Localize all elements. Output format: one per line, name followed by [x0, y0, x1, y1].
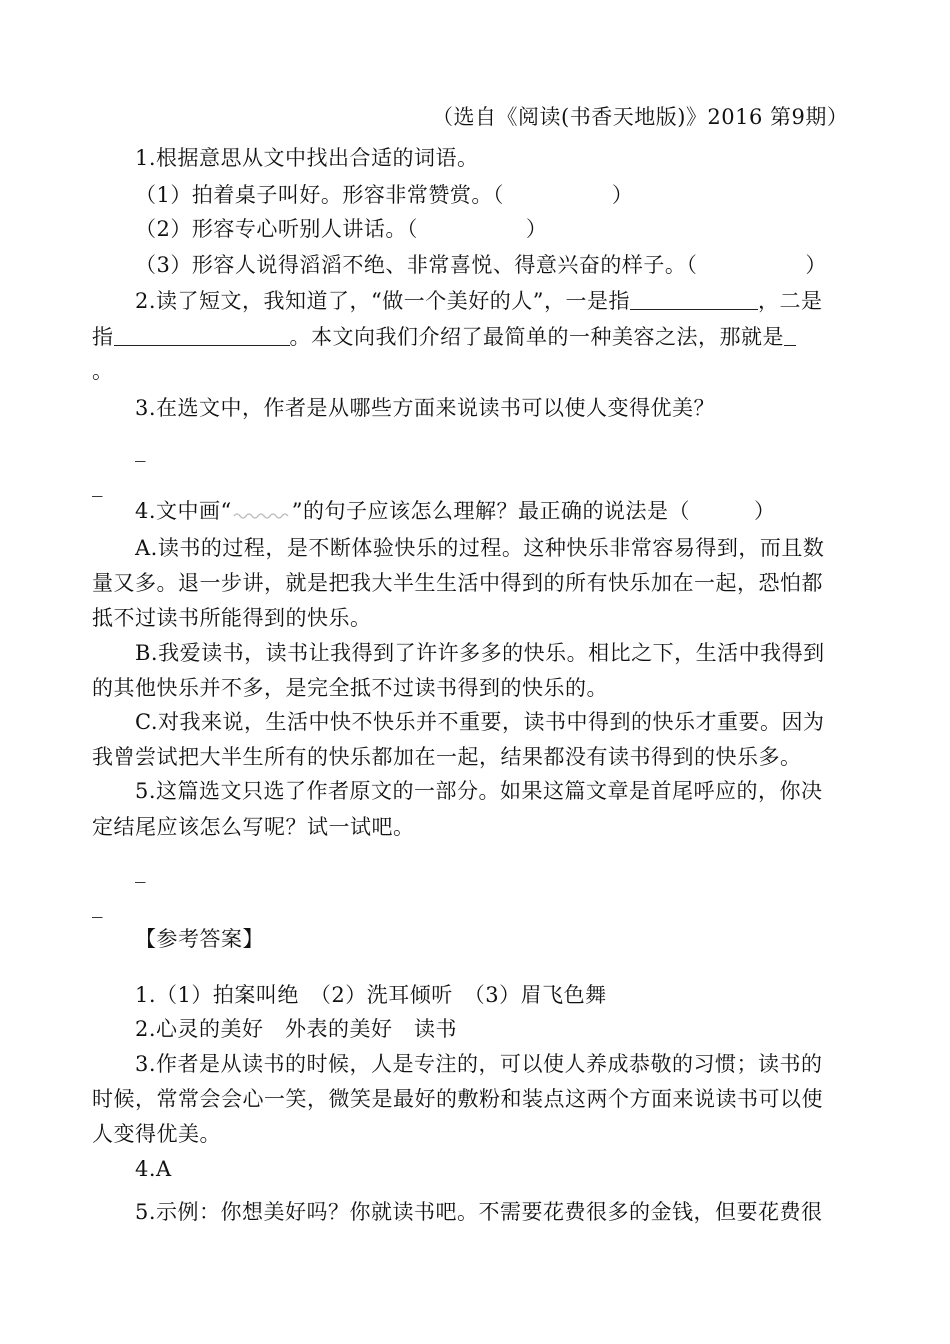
option-a-line-1: A.读书的过程，是不断体验快乐的过程。这种快乐非常容易得到，而且数 [135, 536, 825, 560]
answer-2: 2.心灵的美好 外表的美好 读书 [135, 1017, 458, 1041]
option-c-line-2: 我曾尝试把大半生所有的快乐都加在一起，结果都没有读书得到的快乐多。 [92, 745, 802, 769]
answer-line[interactable]: _ [92, 894, 103, 918]
question-2-line-2: 指 。本文向我们介绍了最简单的一种美容之法，那就是 [92, 322, 796, 352]
fill-blank-1[interactable] [630, 287, 758, 310]
answer-3-line-1: 3.作者是从读书的时候，人是专注的，可以使人养成恭敬的习惯；读书的 [135, 1052, 823, 1076]
answers-heading: 【参考答案】 [135, 927, 264, 951]
fill-blank-3[interactable] [784, 323, 796, 346]
answer-3-line-2: 时候，常常会会心一笑，微笑是最好的敷粉和装点这两个方面来说读书可以使 [92, 1087, 823, 1111]
answer-5: 5.示例：你想美好吗？你就读书吧。不需要花费很多的金钱，但要花费很 [135, 1200, 823, 1224]
option-c-line-1: C.对我来说，生活中快不快乐并不重要，读书中得到的快乐才重要。因为 [135, 710, 825, 734]
wavy-underline-icon [232, 506, 292, 520]
fill-blank-2[interactable] [114, 323, 290, 346]
question-2-line-1: 2.读了短文，我知道了，“做一个美好的人”，一是指 ，二是 [135, 289, 823, 313]
question-1-item-3: （3）形容人说得滔滔不绝、非常喜悦、得意兴奋的样子。（ ） [135, 253, 827, 277]
option-b-line-1: B.我爱读书，读书让我得到了许许多多的快乐。相比之下，生活中我得到 [135, 641, 825, 665]
question-1-item-1: （1）拍着桌子叫好。形容非常赞赏。（ ） [135, 183, 634, 207]
question-5-line-2: 定结尾应该怎么写呢？试一试吧。 [92, 815, 415, 839]
answer-1: 1.（1）拍案叫绝 （2）洗耳倾听 （3）眉飞色舞 [135, 983, 607, 1007]
option-a-line-3: 抵不过读书所能得到的快乐。 [92, 606, 372, 630]
option-a-line-2: 量又多。退一步讲，就是把我大半生生活中得到的所有快乐加在一起，恐怕都 [92, 571, 823, 595]
answer-line[interactable]: _ [92, 473, 103, 497]
answer-line[interactable]: _ [135, 438, 146, 462]
source-citation: （选自《阅读(书香天地版)》2016 第9期） [432, 105, 849, 129]
question-1-item-2: （2）形容专心听别人讲话。（ ） [135, 217, 548, 241]
question-1-title: 1.根据意思从文中找出合适的词语。 [135, 146, 479, 170]
question-4-title: 4.文中画“ ”的句子应该怎么理解？最正确的说法是（ ） [135, 499, 776, 523]
question-2-line-3: 。 [92, 359, 114, 383]
answer-line[interactable]: _ [135, 859, 146, 883]
question-3-title: 3.在选文中，作者是从哪些方面来说读书可以使人变得优美？ [135, 396, 716, 420]
option-b-line-2: 的其他快乐并不多，是完全抵不过读书得到的快乐的。 [92, 676, 608, 700]
question-5-line-1: 5.这篇选文只选了作者原文的一部分。如果这篇文章是首尾呼应的，你决 [135, 779, 823, 803]
answer-3-line-3: 人变得优美。 [92, 1122, 221, 1146]
answer-4: 4.A [135, 1157, 172, 1181]
